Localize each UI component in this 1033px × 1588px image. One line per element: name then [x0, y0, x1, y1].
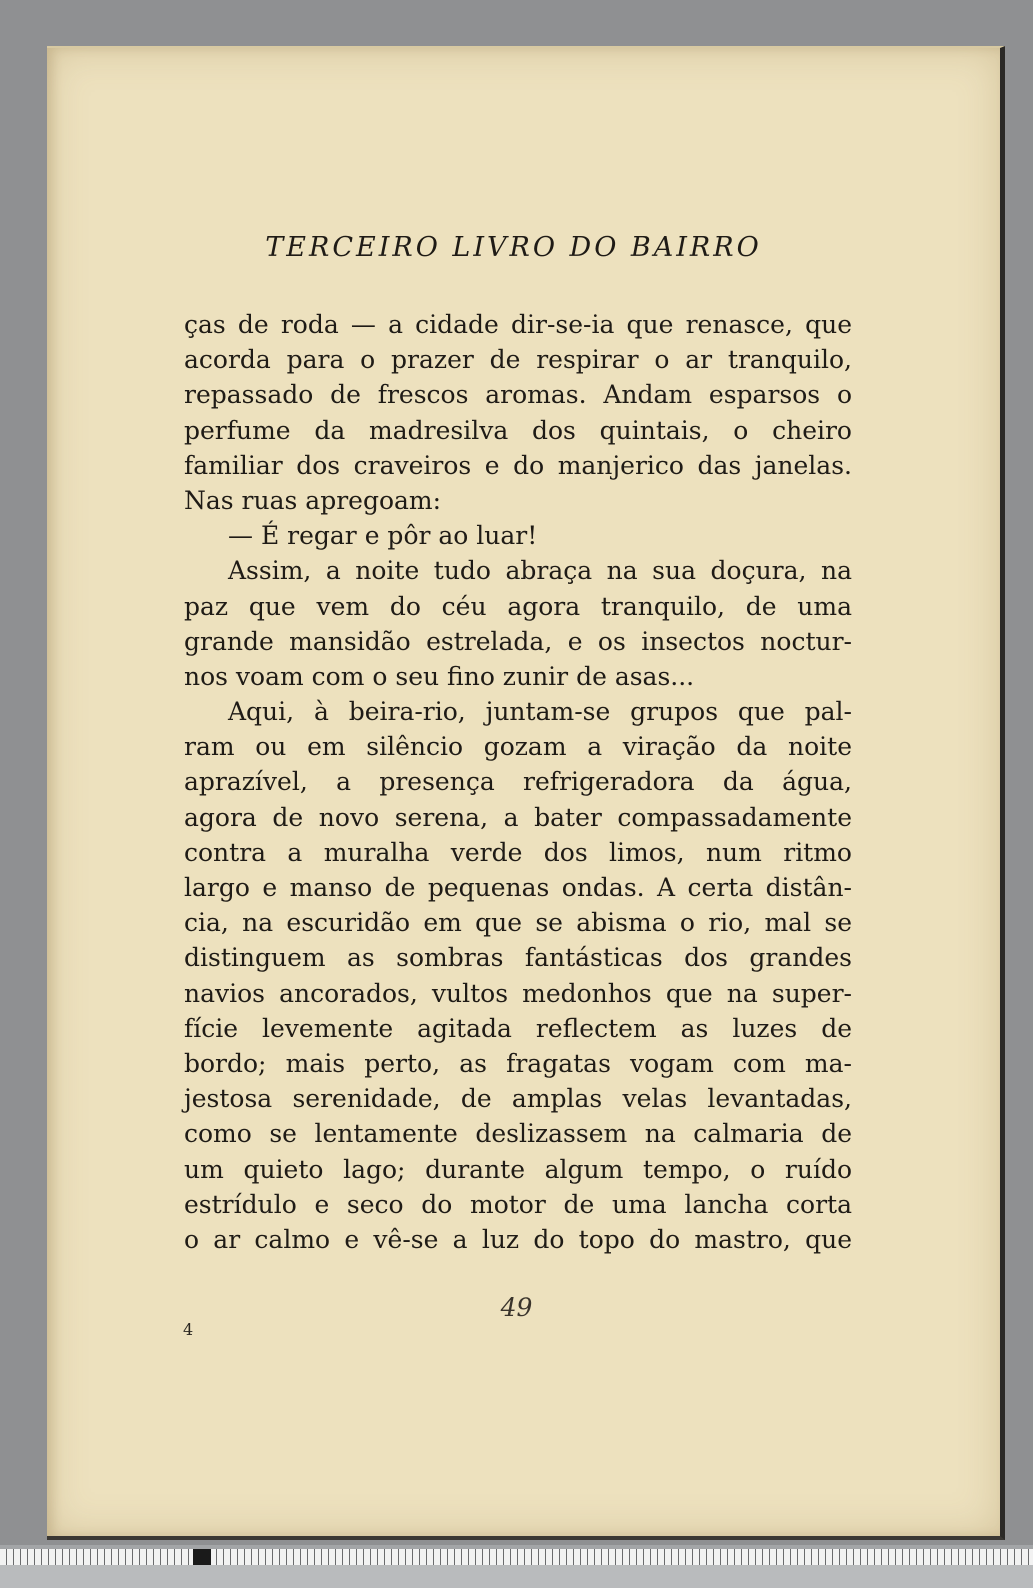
- text-line: aprazível, a presença refrigeradora da água,: [184, 767, 852, 797]
- running-head: TERCEIRO LIVRO DO BAIRRO: [265, 232, 762, 263]
- text-line: fície levemente agitada reflectem as luzes de: [184, 1013, 852, 1043]
- text-line: ram ou em silêncio gozam a viração da noite: [184, 732, 852, 762]
- text-line: um quieto lago; durante algum tempo, o ruído: [184, 1154, 852, 1184]
- signature-mark: 4: [183, 1320, 194, 1339]
- text-line: grande mansidão estrelada, e os insectos noctur-: [184, 626, 852, 656]
- text-line: acorda para o prazer de respirar o ar tranquilo,: [184, 345, 852, 375]
- text-line: bordo; mais perto, as fragatas vogam com ma-: [184, 1048, 852, 1078]
- text-line: cia, na escuridão em que se abisma o rio, mal se: [184, 908, 852, 938]
- text-line: Aqui, à beira-rio, juntam-se grupos que pal-: [228, 697, 852, 727]
- ruler-base: [0, 1565, 1033, 1588]
- text-line: agora de novo serena, a bater compassadamente: [184, 802, 852, 832]
- text-line: nos voam com o seu fino zunir de asas...: [184, 661, 695, 691]
- text-line: paz que vem do céu agora tranquilo, de uma: [184, 591, 852, 621]
- ruler-scale: [0, 1549, 1033, 1565]
- text-line: ças de roda — a cidade dir-se-ia que renasce, que: [184, 310, 852, 339]
- page-number: 49: [500, 1293, 533, 1322]
- text-line: contra a muralha verde dos limos, num ritmo: [184, 837, 852, 867]
- text-line: o ar calmo e vê-se a luz do topo do mastro, que: [184, 1224, 852, 1254]
- text-line: estrídulo e seco do motor de uma lancha corta: [184, 1189, 852, 1219]
- ruler-marker: [193, 1549, 211, 1565]
- text-line: Nas ruas apregoam:: [184, 485, 442, 515]
- text-line: largo e manso de pequenas ondas. A certa distân-: [184, 873, 852, 902]
- body-text: [184, 307, 852, 1257]
- text-line: Assim, a noite tudo abraça na sua doçura, na: [228, 556, 852, 586]
- text-line: familiar dos craveiros e do manjerico das janelas.: [184, 450, 852, 480]
- text-line: — É regar e pôr ao luar!: [228, 521, 538, 551]
- text-line: como se lentamente deslizassem na calmaria de: [184, 1119, 852, 1149]
- text-line: repassado de frescos aromas. Andam esparsos o: [184, 380, 852, 410]
- text-line: jestosa serenidade, de amplas velas levantadas,: [184, 1084, 852, 1114]
- text-line: distinguem as sombras fantásticas dos grandes: [184, 943, 852, 973]
- text-line: perfume da madresilva dos quintais, o cheiro: [184, 415, 852, 445]
- text-line: navios ancorados, vultos medonhos que na super-: [184, 978, 852, 1008]
